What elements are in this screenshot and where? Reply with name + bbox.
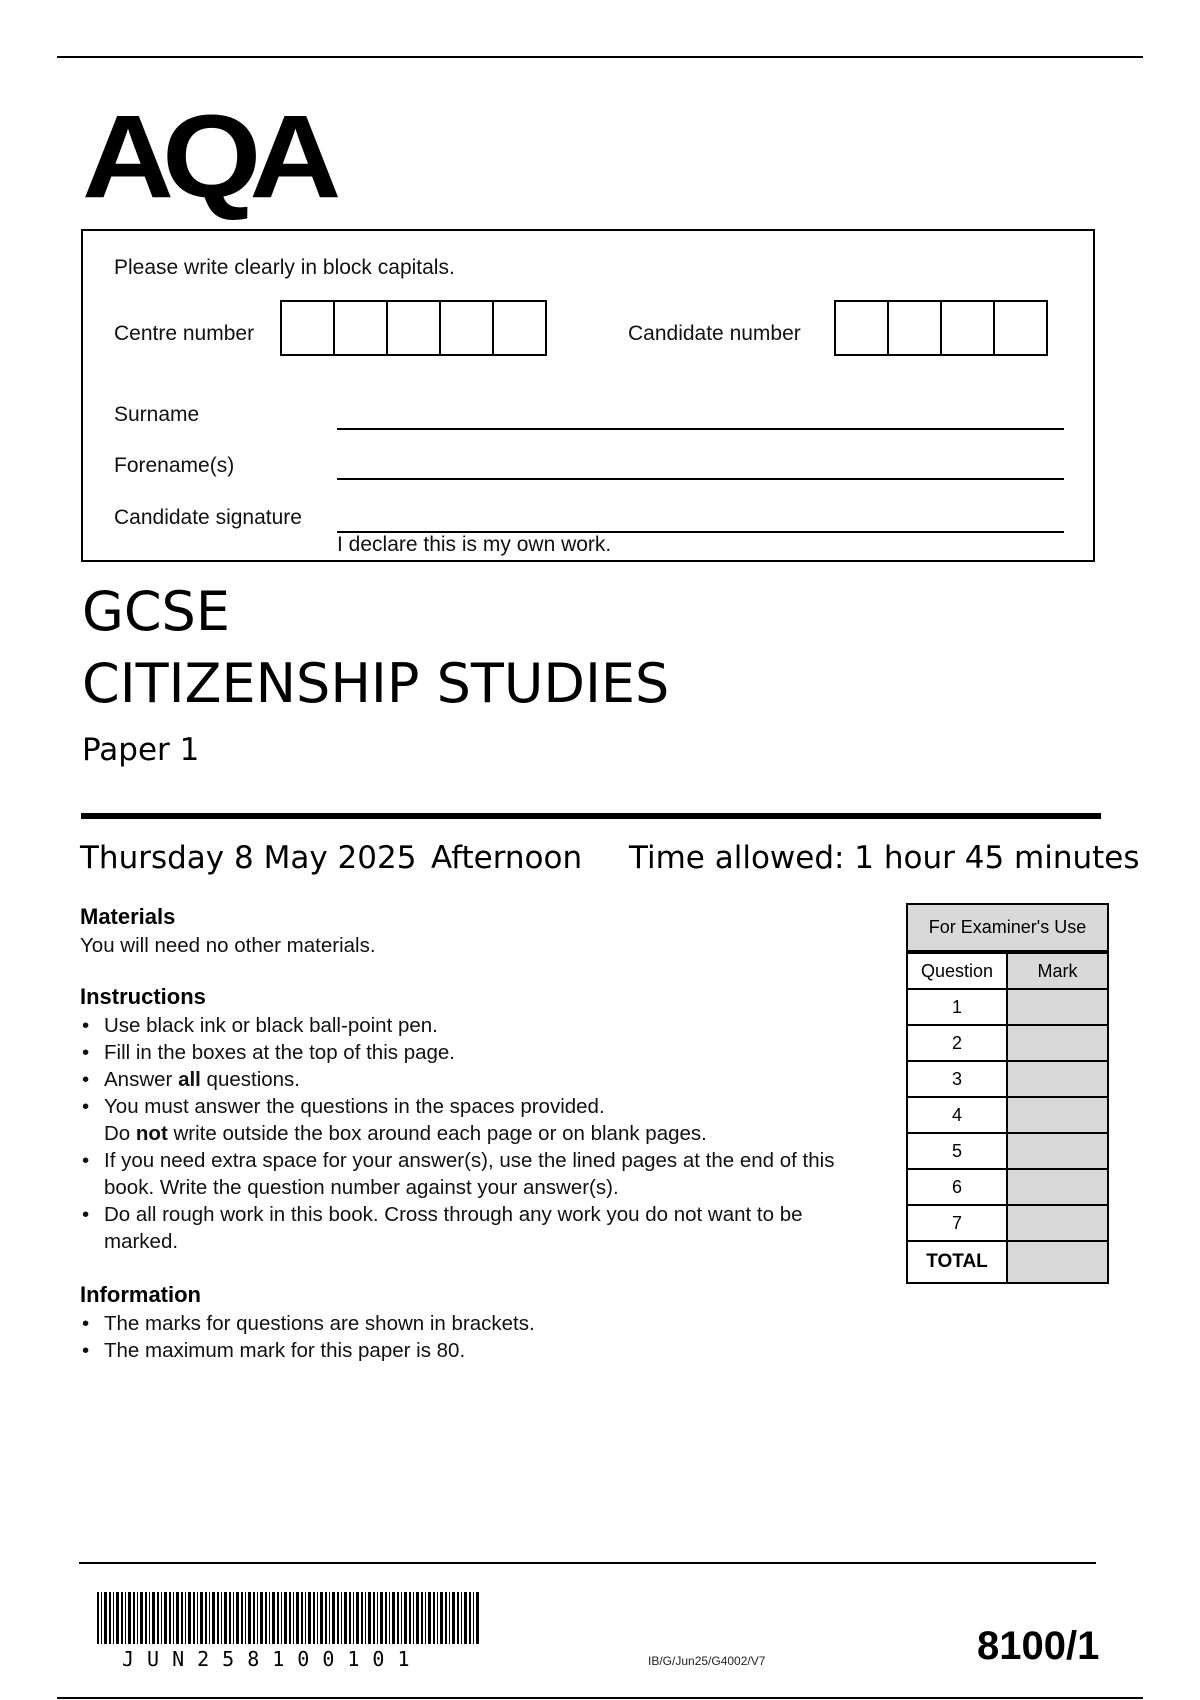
candidate-digit-box[interactable]	[940, 300, 995, 356]
question-number: 5	[908, 1134, 1008, 1168]
candidate-number-boxes[interactable]	[834, 300, 1048, 356]
instruction-item: • If you need extra space for your answer(s), use the lined pages at the end of this book. Write the question number against your answer(s).	[80, 1147, 870, 1201]
examiner-table-title: For Examiner's Use	[908, 905, 1107, 952]
instruction-item-text: You must answer the questions in the spaces provided.	[104, 1095, 605, 1118]
exam-session: Afternoon	[431, 840, 583, 876]
information-list	[80, 1310, 870, 1364]
examiner-table-row	[908, 1132, 1107, 1168]
exam-date: Thursday 8 May 2025	[80, 840, 417, 876]
candidate-digit-box[interactable]	[834, 300, 889, 356]
information-item: • The maximum mark for this paper is 80.	[80, 1337, 870, 1364]
instruction-item: • Do all rough work in this book. Cross through any work you do not want to be marked.	[80, 1201, 870, 1255]
mark-cell	[1008, 1026, 1107, 1060]
subject-title: CITIZENSHIP STUDIES	[82, 652, 670, 715]
instruction-item: • Use black ink or black ball-point pen.	[80, 1012, 870, 1039]
paper-code: 8100/1	[977, 1624, 1100, 1668]
instructions-list	[80, 1012, 870, 1255]
total-mark-cell	[1008, 1242, 1107, 1282]
document-reference: IB/G/Jun25/G4002/V7	[648, 1654, 766, 1668]
instruction-item: • Fill in the boxes at the top of this page.	[80, 1039, 870, 1066]
centre-number-boxes[interactable]	[280, 300, 547, 356]
do-not-emphasis: not	[135, 1122, 168, 1145]
centre-digit-box[interactable]	[492, 300, 547, 356]
question-number: 6	[908, 1170, 1008, 1204]
question-number: 2	[908, 1026, 1008, 1060]
examiner-table-row	[908, 1024, 1107, 1060]
barcode-graphic	[97, 1592, 479, 1644]
mark-cell	[1008, 1062, 1107, 1096]
mark-column-header: Mark	[1037, 961, 1078, 981]
instruction-item	[80, 1066, 870, 1093]
total-label: TOTAL	[908, 1242, 1008, 1282]
information-heading: Information	[80, 1282, 201, 1307]
materials-heading: Materials	[80, 904, 176, 929]
surname-label: Surname	[114, 403, 200, 426]
top-rule	[57, 56, 1143, 58]
question-number: 7	[908, 1206, 1008, 1240]
mark-cell	[1008, 1206, 1107, 1240]
centre-digit-box[interactable]	[333, 300, 388, 356]
signature-label: Candidate signature	[114, 506, 302, 529]
examiner-use-table	[906, 903, 1109, 1284]
candidate-number-label: Candidate number	[628, 322, 801, 345]
centre-digit-box[interactable]	[280, 300, 335, 356]
examiner-table-row	[908, 988, 1107, 1024]
title-rule	[81, 813, 1101, 819]
mark-cell	[1008, 1098, 1107, 1132]
question-number: 4	[908, 1098, 1008, 1132]
candidate-digit-box[interactable]	[993, 300, 1048, 356]
forename-line[interactable]	[337, 478, 1064, 480]
time-allowed: Time allowed: 1 hour 45 minutes	[629, 840, 1140, 876]
candidate-digit-box[interactable]	[887, 300, 942, 356]
footer-rule	[79, 1562, 1096, 1564]
examiner-table-header	[908, 952, 1107, 988]
instructions-heading: Instructions	[80, 984, 206, 1009]
qualification-title: GCSE	[82, 580, 230, 643]
answer-all-emphasis: all	[178, 1068, 201, 1091]
examiner-table-row	[908, 1060, 1107, 1096]
instruction-item	[80, 1093, 870, 1147]
do-not-tail: write outside the box around each page or on blank pages.	[167, 1122, 707, 1145]
information-item: • The marks for questions are shown in brackets.	[80, 1310, 870, 1337]
declaration-text: I declare this is my own work.	[337, 533, 612, 556]
examiner-table-total-row	[908, 1240, 1107, 1282]
aqa-logo: AQA	[82, 91, 330, 223]
mark-cell	[1008, 1134, 1107, 1168]
bottom-rule	[57, 1697, 1143, 1699]
examiner-table-row	[908, 1204, 1107, 1240]
centre-digit-box[interactable]	[439, 300, 494, 356]
answer-all-lead: Answer	[104, 1068, 179, 1091]
forename-label: Forename(s)	[114, 454, 235, 477]
examiner-table-row	[908, 1168, 1107, 1204]
do-not-lead: Do	[104, 1122, 136, 1145]
centre-digit-box[interactable]	[386, 300, 441, 356]
question-number: 3	[908, 1062, 1008, 1096]
centre-number-label: Centre number	[114, 322, 255, 345]
question-column-header: Question	[908, 954, 1008, 988]
surname-line[interactable]	[337, 428, 1064, 430]
question-number: 1	[908, 990, 1008, 1024]
answer-all-tail: questions.	[200, 1068, 301, 1091]
mark-cell	[1008, 990, 1107, 1024]
mark-cell	[1008, 1170, 1107, 1204]
paper-title: Paper 1	[82, 732, 200, 768]
block-capitals-instruction: Please write clearly in block capitals.	[114, 256, 455, 279]
examiner-table-row	[908, 1096, 1107, 1132]
materials-text: You will need no other materials.	[80, 934, 376, 957]
barcode-text: JUN258100101	[122, 1647, 423, 1671]
